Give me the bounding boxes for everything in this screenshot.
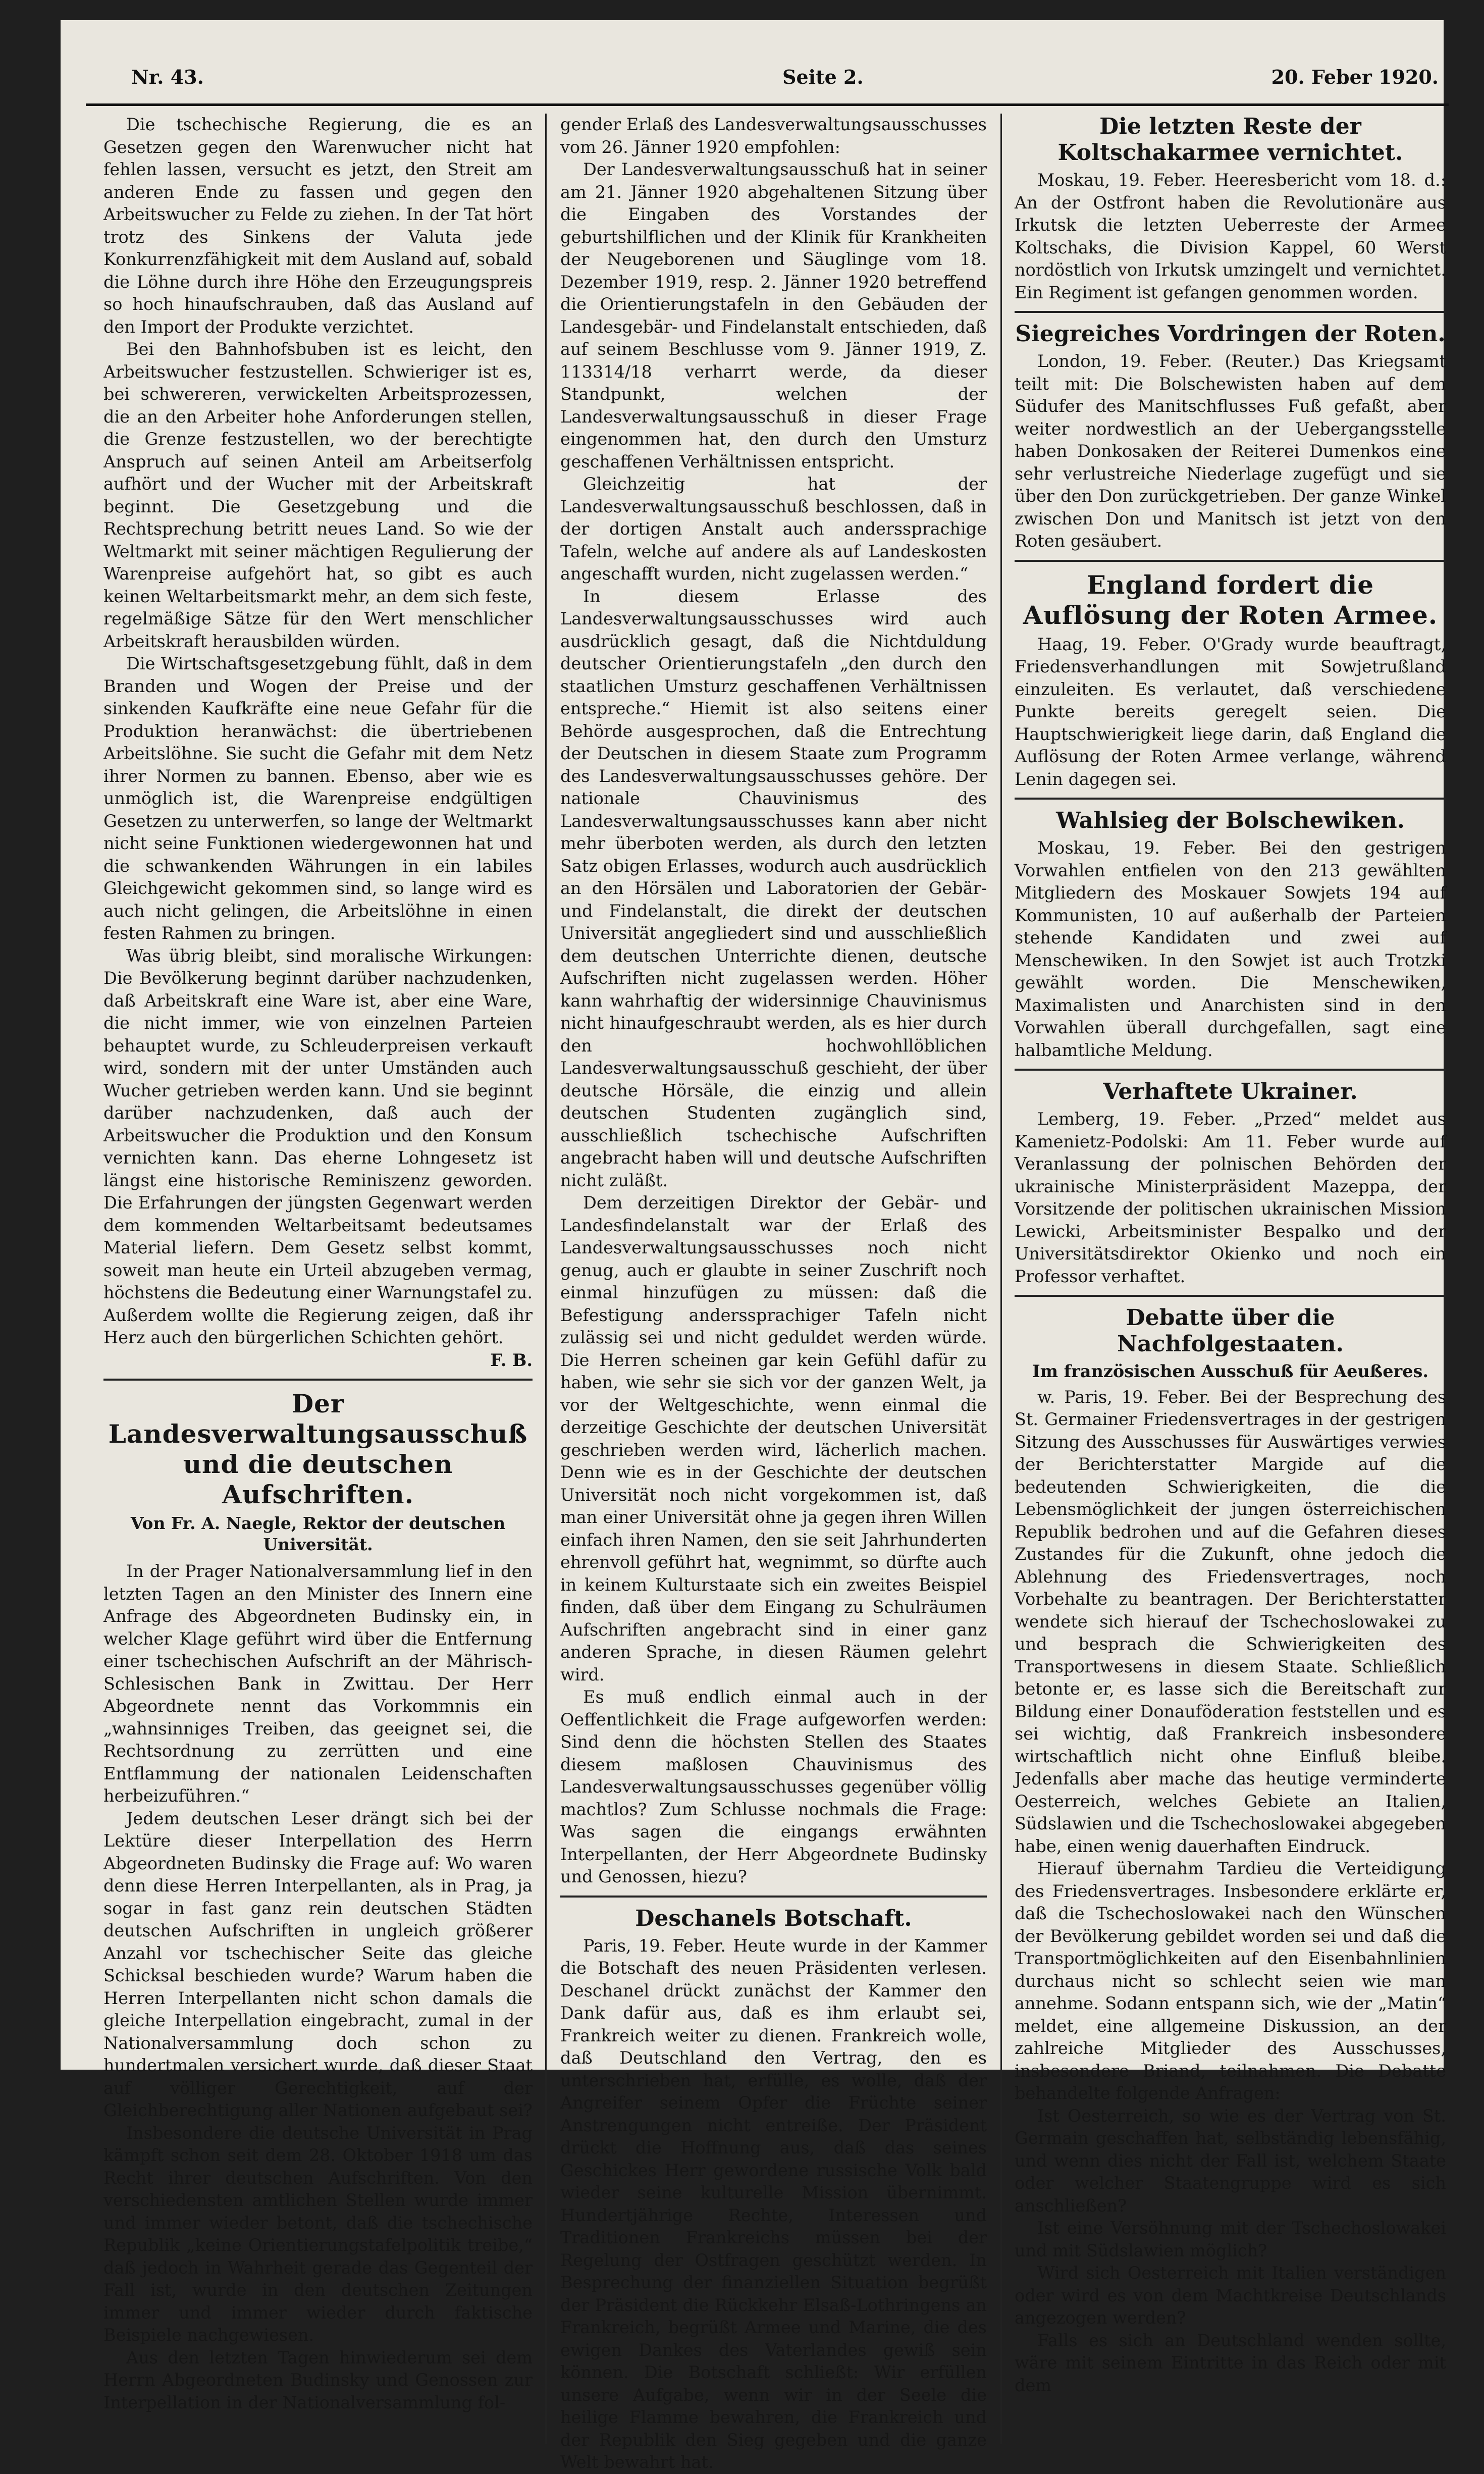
issue-number: Nr. 43. bbox=[131, 66, 204, 88]
article-paragraph: gender Erlaß des Landesverwaltungsausschusses vom 26. Jänner 1920 empfohlen: bbox=[560, 115, 987, 157]
column-rule-2 bbox=[1000, 114, 1002, 2444]
section-divider bbox=[1015, 1295, 1446, 1297]
news-headline: Die letzten Reste der Koltschakarmee vernichtet. bbox=[1057, 114, 1403, 166]
news-paragraph: Hierauf übernahm Tardieu die Verteidigung des Friedensvertrages. Insbesondere erklärte er, daß die Tschechoslowakei nach den Wünschen der Bevölkerung gebildet worden sei und daß die Transportmöglichkeiten auf den Eisenbahnlinien durchaus nicht so schlecht seien wie man annehme. Sodann entspann sich, wie der „Matin“ meldet, eine allgemeine Diskussion, an der zahlreiche Mitglieder des Ausschusses, insbesondere Briand, teilnahmen. Die Debatte behandelte folgende Anfragen: bbox=[1015, 1859, 1446, 2103]
column-rule-1 bbox=[545, 114, 547, 2444]
news-paragraph: Wird sich Oesterreich mit Italien verständigen oder wird es von dem Machtkreise Deutschlands angezogen werden? bbox=[1015, 2263, 1446, 2328]
article-headline: Der Landesverwaltungsausschuß und die deutschen Aufschriften. bbox=[108, 1389, 528, 1509]
article-paragraph: Gleichzeitig hat der Landesverwaltungsausschuß beschlossen, daß in der dortigen Anstalt auch anderssprachige Tafeln, welche auf andere als auf Landeskosten angeschafft wurden, nicht zugelassen werden.“ bbox=[560, 474, 987, 584]
section-divider bbox=[1015, 560, 1446, 562]
page-number: Seite 2. bbox=[782, 66, 864, 88]
article-paragraph: In der Prager Nationalversammlung lief in den letzten Tagen an den Minister des Innern eine Anfrage des Abgeordneten Budinsky ein, in welcher Klage geführt wird über die Entfernung einer tschechischen Aufschrift an der Mährisch-Schlesischen Bank in Zwittau. Der Herr Abgeordnete nennt das Vorkommnis ein „wahnsinniges Treiben, das geeignet sei, die Rechtsordnung zu zerrütten und eine Entflammung der nationalen Leidenschaften herbeizuführen.“ bbox=[103, 1561, 533, 1806]
section-divider bbox=[1015, 798, 1446, 800]
article-paragraph: Insbesondere die deutsche Universität in Prag kämpft schon seit dem 28. Oktober 1918 um das Recht ihrer deutschen Aufschriften. Von den verschiedensten amtlichen Stellen wurde immer und immer wieder betont, daß die tschechische Republik „keine Orientierungstafelpolitik treibe,“ daß jedoch in Wahrheit gerade das Gegenteil der Fall ist, wurde in den deutschen Zeitungen immer und immer wieder durch faktische Beispiele nachgewiesen. bbox=[103, 2123, 533, 2345]
news-paragraph: London, 19. Feber. (Reuter.) Das Kriegsamt teilt mit: Die Bolschewisten haben auf dem Südufer des Manitschflusses Fuß gefaßt, aber weiter nordwestlich an der Uebergangsstelle haben Donkosaken der Reiterei Dumenkos eine sehr verlustreiche Niederlage zugefügt und sie über den Don zurückgetrieben. Der ganze Winkel zwischen Don und Manitsch ist jetzt von den Roten gesäubert. bbox=[1015, 351, 1446, 551]
news-headline: Wahlsieg der Bolschewiken. bbox=[1056, 808, 1405, 833]
section-divider bbox=[1015, 311, 1446, 313]
news-paragraph: Ist eine Versöhnung mit der Tschechoslowakei und mit Südslawien möglich? bbox=[1015, 2218, 1446, 2260]
news-subheading: Im französischen Ausschuß für Aeußeres. bbox=[1032, 1361, 1429, 1381]
running-head bbox=[86, 66, 1449, 96]
news-headline: Deschanels Botschaft. bbox=[635, 1905, 912, 1931]
editorial-paragraph: Bei den Bahnhofsbuben ist es leicht, den Arbeitswucher festzustellen. Schwieriger ist es, bei schwereren, verwickelten Arbeitsprozessen, die an den Arbeiter hohe Anforderungen stellen, die Grenze festzustellen, wo der berechtigte Anspruch auf seinen Anteil am Arbeitserfolg aufhört und der Wucher mit der Arbeitskraft beginnt. Die Gesetzgebung und die Rechtsprechung betritt neues Land. So wie der Weltmarkt mit seiner mächtigen Regulierung der Warenpreise aufgehört hat, so gibt es auch keinen Weltarbeitsmarkt mehr, an dem sich feste, regelmäßige Sätze für den Wert menschlicher Arbeitskraft herausbilden würden. bbox=[103, 339, 533, 651]
news-headline: Verhaftete Ukrainer. bbox=[1103, 1079, 1358, 1104]
editorial-signature: F. B. bbox=[490, 1350, 533, 1370]
header-rule bbox=[86, 103, 1449, 106]
article-byline: Von Fr. A. Naegle, Rektor der deutschen Universität. bbox=[130, 1513, 506, 1554]
issue-date: 20. Feber 1920. bbox=[1271, 66, 1439, 88]
news-paragraph: Lemberg, 19. Feber. „Przed“ meldet aus Kamenietz-Podolski: Am 11. Feber wurde auf Veranlassung der polnischen Behörden der ukrainische Ministerpräsident Mazeppa, der Vorsitzende der politischen ukrainischen Mission Lewicki, Arbeitsminister Bespalko und der Universitätsdirektor Okienko und noch ein Professor verhaftet. bbox=[1015, 1109, 1446, 1286]
section-divider bbox=[103, 1379, 533, 1381]
news-paragraph: Ist Oesterreich, so wie es der Vertrag von St. Germain geschaffen hat, selbständig lebensfähig, und wenn dies nicht der Fall ist, welchem Staate oder welcher Staatengruppe wird es sich anschließen? bbox=[1015, 2105, 1446, 2216]
news-paragraph: Falls es sich an Deutschland wenden sollte, wäre mit seinem Eintritte in das Reich oder mit dem bbox=[1015, 2330, 1446, 2395]
news-paragraph: Haag, 19. Feber. O'Grady wurde beauftragt, Friedensverhandlungen mit Sowjetrußland einzuleiten. Es verlautet, daß verschiedene Punkte bereits geregelt seien. Die Hauptschwierigkeit liege darin, daß England die Auflösung der Roten Armee verlange, während Lenin dagegen sei. bbox=[1015, 634, 1446, 789]
news-paragraph: Moskau, 19. Feber. Bei den gestrigen Vorwahlen entfielen von den 213 gewählten Mitgliedern des Moskauer Sowjets 194 auf Kommunisten, 10 auf außerhalb der Parteien stehende Kandidaten und zwei auf Menschewiken. In den Sowjet ist auch Trotzki gewählt worden. Die Menschewiken, Maximalisten und Anarchisten sind in den Vorwahlen überall durchgefallen, sagt eine halbamtliche Meldung. bbox=[1015, 838, 1446, 1060]
news-paragraph: Paris, 19. Feber. Heute wurde in der Kammer die Botschaft des neuen Präsidenten verlesen. Deschanel drückt zunächst der Kammer den Dank dafür aus, daß es ihm erlaubt sei, Frankreich weiter zu dienen. Frankreich wolle, daß Deutschland den Vertrag, den es unterschrieben hat, erfülle, es wolle, daß der Angreifer seinem Opfer die Früchte seiner Anstrengungen nicht entreiße. Der Präsident drückt die Hoffnung aus, daß das seines Geschickes Herr gewordene russische Volk bald wieder seine kulturelle Mission übernimmt. Hundertjährige Rechte, Interessen und Traditionen Frankreichs müssen bei der Regelung der Ostfragen geschützt werden. In Besprechung der finanziellen Situation begrüßt der Präsident die Rückkehr Elsaß-Lothringens an Frankreich, begrüßt Armee und Marine, die des ewigen Dankes des Vaterlandes gewiß sein können. Die Botschaft schließt: Wir erfüllen unsere Aufgabe, wenn wir in der Seele die heilige Flamme bewahren, die Frankreich und der Republik den Sieg gegeben und die ganze Welt bewahrt hat. bbox=[560, 1935, 987, 2472]
editorial-paragraph: Was übrig bleibt, sind moralische Wirkungen: Die Bevölkerung beginnt darüber nachzudenken, daß Arbeitskraft eine Ware ist, aber eine Ware, die nicht immer, wie von einzelnen Parteien behauptet wurde, zu Schleuderpreisen verkauft wird, sondern mit der unter Umständen auch Wucher getrieben werden kann. Und sie beginnt darüber nachzudenken, daß auch der Arbeitswucher die Produktion und den Konsum vernichten kann. Das eherne Lohngesetz ist längst eine historische Reminiszenz geworden. Die Erfahrungen der jüngsten Gegenwart werden dem kommenden Weltarbeitsamt bedeutsames Material liefern. Dem Gesetz selbst kommt, soweit man heute ein Urteil abzugeben vermag, höchstens die Bedeutung einer Warnungstafel zu. Außerdem wollte die Regierung zeigen, daß ihr Herz auch den bürgerlichen Schichten gehört. bbox=[103, 945, 533, 1347]
news-paragraph: Moskau, 19. Feber. Heeresbericht vom 18. d.: An der Ostfront haben die Revolutionäre aus Irkutsk die letzten Ueberreste der Armee Koltschaks, die Division Kappel, 60 Werst nordöstlich von Irkutsk umzingelt und vernichtet. Ein Regiment ist gefangen genommen worden. bbox=[1015, 170, 1446, 302]
editorial-paragraph: Die tschechische Regierung, die es an Gesetzen gegen den Warenwucher nicht hat fehlen lassen, versucht es jetzt, den Streit am anderen Ende zu fassen und gegen den Arbeitswucher zu Felde zu ziehen. In der Tat hört trotz des Sinkens der Valuta jede Konkurrenzfähigkeit mit dem Ausland auf, sobald die Löhne durch ihre Höhe den Erzeugungspreis so hoch hinaufschrauben, daß das Ausland auf den Import der Produkte verzichtet. bbox=[103, 115, 533, 337]
article-paragraph: In diesem Erlasse des Landesverwaltungsausschusses wird auch ausdrücklich gesagt, daß die Nichtduldung deutscher Orientierungstafeln „den durch den staatlichen Umsturz geschaffenen Verhältnissen entspreche.“ Hiemit ist also seitens einer Behörde ausgesprochen, daß die Entrechtung der Deutschen in diesem Staate zum Programm des Landesverwaltungsausschusses gehöre. Der nationale Chauvinismus des Landesverwaltungsausschusses kann aber nicht mehr überboten werden, als durch den letzten Satz obigen Erlasses, wodurch auch ausdrücklich an den Hörsälen und Laboratorien der Gebär- und Findelanstalt, die direkt der deutschen Universität angegliedert sind und ausschließlich dem deutschen Unterrichte dienen, deutsche Aufschriften nicht zugelassen werden. Höher kann wahrhaftig der widersinnige Chauvinismus nicht hinaufgeschraubt werden, als es hier durch den hochwohllöblichen Landesverwaltungsausschuß geschieht, der über deutsche Hörsäle, die einzig und allein deutschen Studenten zugänglich sind, ausschließlich tschechische Aufschriften angebracht haben will und deutsche Aufschriften nicht zuläßt. bbox=[560, 586, 987, 1190]
news-headline: Siegreiches Vordringen der Roten. bbox=[1015, 321, 1446, 347]
editorial-paragraph: Die Wirtschaftsgesetzgebung fühlt, daß in dem Branden und Wogen der Preise und der sinkenden Kaufkräfte eine neue Gefahr für die Produktion heranwächst: die übertriebenen Arbeitslöhne. Sie sucht die Gefahr mit dem Netz ihrer Normen zu bannen. Ebenso, aber wie es unmöglich ist, die Warenpreise endgültigen Gesetzen zu unterwerfen, so lange der Weltmarkt nicht seine Funktionen wiedergewonnen hat und die schwankenden Währungen in ein labiles Gleichgewicht gekommen sind, so lange wird es auch nicht gelingen, die Arbeitslöhne in einen festen Rahmen zu bringen. bbox=[103, 654, 533, 943]
column-3 bbox=[1015, 114, 1446, 2444]
column-2 bbox=[560, 114, 987, 2472]
article-paragraph: Es muß endlich einmal auch in der Oeffentlichkeit die Frage aufgeworfen werden: Sind denn die höchsten Stellen des Staates diesem maßlosen Chauvinismus des Landesverwaltungsausschusses gegenüber völlig machtlos? Zum Schlusse nochmals die Frage: Was sagen die eingangs erwähnten Interpellanten, der Herr Abgeordnete Budinsky und Genossen, hiezu? bbox=[560, 1687, 987, 1886]
article-paragraph: Der Landesverwaltungsausschuß hat in seiner am 21. Jänner 1920 abgehaltenen Sitzung über die Eingaben des Vorstandes der geburtshilflichen und der Klinik für Krankheiten der Neugeborenen und Säuglinge vom 18. Dezember 1919, resp. 2. Jänner 1920 betreffend die Orientierungstafeln in den Gebäuden der Landesgebär- und Findelanstalt entschieden, daß auf seinem Beschlusse vom 9. Jänner 1919, Z. 113314/18 verharrt werde, da dieser Standpunkt, welchen der Landesverwaltungsausschuß in dieser Frage eingenommen hat, den durch den Umsturz geschaffenen Verhältnissen entspricht. bbox=[560, 160, 987, 471]
article-paragraph: Aus den letzten Tagen hinwiederum sei dem Herrn Abgeordneten Budinsky und Genossen zur Interpellation in der Nationalversammlung fol- bbox=[103, 2347, 533, 2412]
news-paragraph: w. Paris, 19. Feber. Bei der Besprechung des St. Germainer Friedensvertrages in der gestrigen Sitzung des Ausschusses für Auswärtiges verwies der Berichterstatter Margide auf die bedeutenden Schwierigkeiten, die die Lebensmöglichkeit der jungen österreichischen Republik bedrohen und auf die Gefahren dieses Zustandes für die Zukunft, ohne jedoch die Ablehnung des Friedensvertrages, noch Vorbehalte zu beantragen. Der Berichterstatter wendete sich hierauf der Tschechoslowakei zu und besprach die Schwierigkeiten des Transportwesens in diesem Staate. Schließlich betonte er, es lasse sich die Bereitschaft zur Bildung einer Donauföderation feststellen und es sei wichtig, daß Frankreich insbesondere wirtschaftlich nicht ohne Einfluß bleibe. Jedenfalls aber mache das heutige verminderte Oesterreich, welches Gebiete an Italien, Südslawien und die Tschechoslowakei abgegeben habe, einen wenig dauerhaften Eindruck. bbox=[1015, 1387, 1446, 1856]
news-headline: England fordert die Auflösung der Roten Armee. bbox=[1023, 569, 1438, 630]
article-paragraph: Dem derzeitigen Direktor der Gebär- und Landesfindelanstalt war der Erlaß des Landesverwaltungsausschusses noch nicht genug, auch er glaubte in seiner Zuschrift noch einmal hinzufügen zu müssen: daß die Befestigung anderssprachiger Tafeln nicht zulässig sei und nicht geduldet werden würde. Die Herren scheinen gar kein Gefühl dafür zu haben, wie sehr sie sich vor der ganzen Welt, ja vor der Weltgeschichte, wenn einmal die derzeitige Geschichte der deutschen Universität geschrieben werden wird, lächerlich machen. Denn wie es in der Geschichte der deutschen Universität noch nicht vorgekommen ist, daß man einer Universität ohne ja gegen ihren Willen einfach ihren Namen, den sie seit Jahrhunderten ehrenvoll geführt hat, wegnimmt, so dürfte auch in keinem Kulturstaate sich ein zweites Beispiel finden, daß über dem Eingang zu Schulräumen Aufschriften angebracht sind in einer ganz anderen Sprache, in diesen Räumen gelehrt wird. bbox=[560, 1193, 987, 1685]
column-1 bbox=[103, 114, 533, 2444]
news-headline: Debatte über die Nachfolgestaaten. bbox=[1117, 1305, 1344, 1357]
section-divider bbox=[560, 1896, 987, 1898]
section-divider bbox=[1015, 1069, 1446, 1071]
article-paragraph: Jedem deutschen Leser drängt sich bei der Lektüre dieser Interpellation des Herrn Abgeordneten Budinsky die Frage auf: Wo waren denn diese Herren Interpellanten, als in Prag, ja sogar in fast ganz rein deutschen Städten deutschen Aufschriften in ungleich größerer Anzahl vor tschechischer Seite das gleiche Schicksal beschieden wurde? Warum haben die Herren Interpellanten nicht schon damals die gleiche Interpellation eingebracht, zumal in der Nationalversammlung doch schon zu hundertmalen versichert wurde, daß dieser Staat auf völliger Gerechtigkeit, auf der Gleichberechtigung aller Nationen aufgebaut sei? bbox=[103, 1808, 533, 2120]
